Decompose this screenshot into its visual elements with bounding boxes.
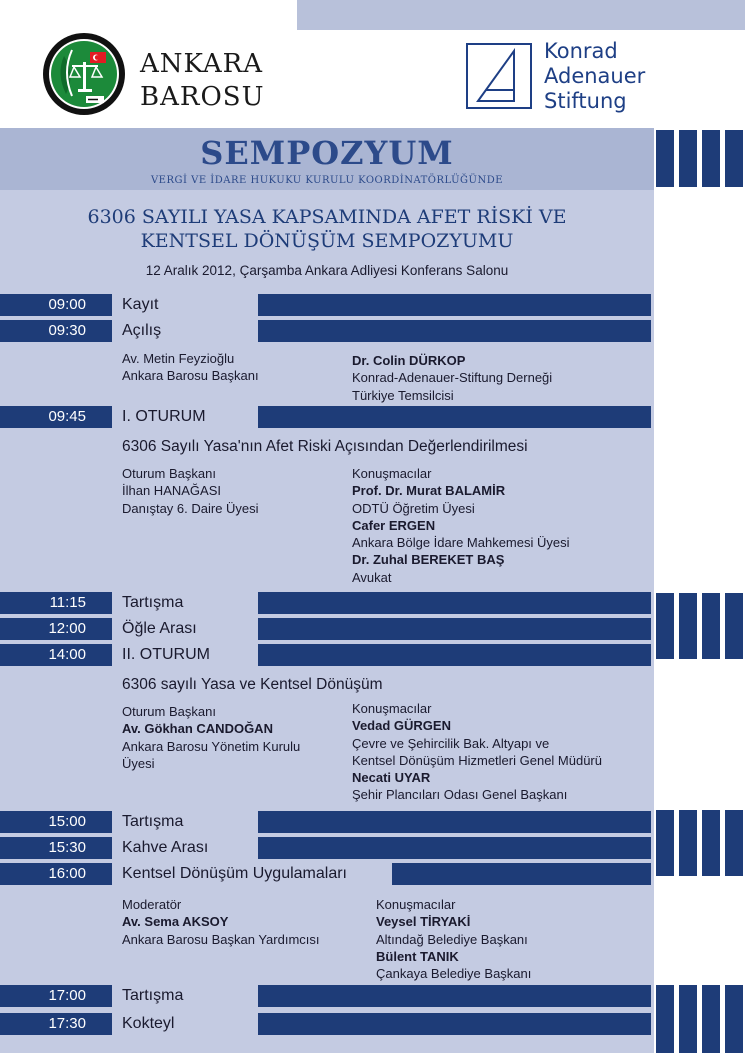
time-box: 15:30 [0, 837, 112, 859]
time-label: Tartışma [122, 813, 184, 830]
schedule-row [0, 1013, 654, 1035]
speakers-label: Konuşmacılar [376, 897, 456, 912]
schedule-row [0, 592, 654, 614]
time-box: 17:30 [0, 1013, 112, 1035]
speaker-role: Ankara Barosu Başkanı [122, 368, 259, 384]
time-box: 09:00 [0, 294, 112, 316]
chair-role: Üyesi [122, 755, 155, 771]
time-bar [258, 294, 651, 316]
time-bar [258, 837, 651, 859]
time-box: 09:30 [0, 320, 112, 342]
session3-speakers [376, 896, 531, 982]
time-box: 16:00 [0, 863, 112, 885]
schedule-row [0, 618, 654, 640]
time-label: Öğle Arası [122, 620, 197, 637]
chair-role: Danıştay 6. Daire Üyesi [122, 500, 259, 516]
session2-chair [122, 703, 300, 772]
stripe-group-3 [654, 810, 745, 876]
moderator-role: Ankara Barosu Başkan Yardımcısı [122, 931, 320, 947]
kas-emblem-icon [466, 43, 532, 109]
ankara-barosu-logo [42, 32, 265, 122]
chair-label: Oturum Başkanı [122, 704, 216, 719]
kas-line3: Stiftung [544, 89, 627, 113]
time-label: Kahve Arası [122, 839, 209, 856]
speakers-label: Konuşmacılar [352, 701, 432, 716]
speaker-name: Dr. Colin DÜRKOP [352, 353, 466, 368]
time-bar [258, 618, 651, 640]
speaker-name: Dr. Zuhal BEREKET BAŞ [352, 552, 505, 568]
time-label: Kayıt [122, 296, 159, 313]
speaker-role: Avukat [352, 569, 392, 585]
ankara-line2: BAROSU [140, 82, 265, 112]
time-label: Kentsel Dönüşüm Uygulamaları [122, 865, 347, 882]
speaker-name: Necati UYAR [352, 770, 431, 786]
schedule-row [0, 863, 654, 885]
time-bar [258, 592, 651, 614]
time-box: 17:00 [0, 985, 112, 1007]
top-decor-bar [297, 0, 745, 30]
speaker-role: Ankara Bölge İdare Mahkemesi Üyesi [352, 535, 570, 551]
time-label: I. OTURUM [122, 408, 206, 425]
page-subtitle: VERGİ VE İDARE HUKUKU KURULU KOORDİNATÖRLÜĞÜNDE [150, 175, 504, 186]
page-title: SEMPOZYUM [200, 134, 454, 172]
time-label: Tartışma [122, 594, 184, 611]
stripe-group-4 [654, 985, 745, 1053]
chair-name: İlhan HANAĞASI [122, 483, 221, 499]
time-box: 12:00 [0, 618, 112, 640]
time-bar [258, 985, 651, 1007]
speaker-role: ODTÜ Öğretim Üyesi [352, 500, 475, 516]
time-box: 09:45 [0, 406, 112, 428]
event-title-line2: KENTSEL DÖNÜŞÜM SEMPOZYUMU [140, 230, 514, 252]
session1-title: 6306 Sayılı Yasa'nın Afet Riski Açısından Değerlendirilmesi [122, 438, 528, 455]
event-title-line1: 6306 SAYILI YASA KAPSAMINDA AFET RİSKİ VE [87, 206, 567, 228]
speaker-role: Kentsel Dönüşüm Hizmetleri Genel Müdürü [352, 752, 602, 768]
speaker-name: Cafer ERGEN [352, 517, 436, 533]
speaker-role: Çankaya Belediye Başkanı [376, 966, 532, 982]
schedule-row [0, 294, 654, 316]
time-bar [258, 320, 651, 342]
kas-line2: Adenauer [544, 64, 646, 88]
schedule-row [0, 837, 654, 859]
schedule-row [0, 985, 654, 1007]
schedule-row [0, 406, 654, 428]
schedule-row [0, 644, 654, 666]
speaker-name: Vedad GÜRGEN [352, 718, 451, 734]
event-date: 12 Aralık 2012, Çarşamba Ankara Adliyesi Konferans Salonu [145, 263, 509, 278]
speakers-label: Konuşmacılar [352, 466, 432, 481]
opening-left [122, 350, 259, 385]
session3-moderator [122, 896, 320, 948]
speaker-name: Veysel TİRYAKİ [376, 914, 471, 930]
time-label: Açılış [122, 322, 162, 339]
chair-name: Av. Gökhan CANDOĞAN [122, 721, 273, 737]
time-bar [258, 644, 651, 666]
kas-logo [466, 39, 745, 123]
stripe-group-1 [654, 130, 745, 187]
speaker-role: Şehir Plancıları Odası Genel Başkanı [352, 787, 568, 803]
chair-role: Ankara Barosu Yönetim Kurulu [122, 738, 301, 754]
time-box: 11:15 [0, 592, 112, 614]
speaker-role: Altındağ Belediye Başkanı [376, 931, 528, 947]
session2-speakers [352, 700, 602, 804]
time-bar [258, 811, 651, 833]
time-bar [258, 406, 651, 428]
session2-title: 6306 sayılı Yasa ve Kentsel Dönüşüm [122, 676, 383, 693]
speaker-role: Çevre ve Şehircilik Bak. Altyapı ve [352, 735, 550, 751]
schedule-row [0, 320, 654, 342]
time-label: II. OTURUM [122, 646, 210, 663]
kas-line1: Konrad [544, 39, 618, 63]
speaker-role: Türkiye Temsilcisi [352, 387, 454, 403]
session1-speakers [352, 465, 570, 586]
time-bar [392, 863, 651, 885]
stripe-group-2 [654, 593, 745, 659]
speaker-name: Av. Metin Feyzioğlu [122, 351, 235, 366]
moderator-name: Av. Sema AKSOY [122, 914, 229, 930]
time-box: 14:00 [0, 644, 112, 666]
moderator-label: Moderatör [122, 897, 182, 912]
ankara-barosu-seal-icon [42, 32, 126, 116]
speaker-role: Konrad-Adenauer-Stiftung Derneği [352, 370, 553, 386]
time-box: 15:00 [0, 811, 112, 833]
schedule-row [0, 811, 654, 833]
time-label: Kokteyl [122, 1015, 175, 1032]
time-bar [258, 1013, 651, 1035]
time-label: Tartışma [122, 987, 184, 1004]
ankara-line1: ANKARA [140, 49, 264, 79]
speaker-name: Bülent TANIK [376, 948, 459, 964]
session1-chair [122, 465, 259, 517]
event-title [0, 205, 654, 253]
chair-label: Oturum Başkanı [122, 466, 216, 481]
speaker-name: Prof. Dr. Murat BALAMİR [352, 483, 506, 499]
opening-right [352, 352, 552, 404]
